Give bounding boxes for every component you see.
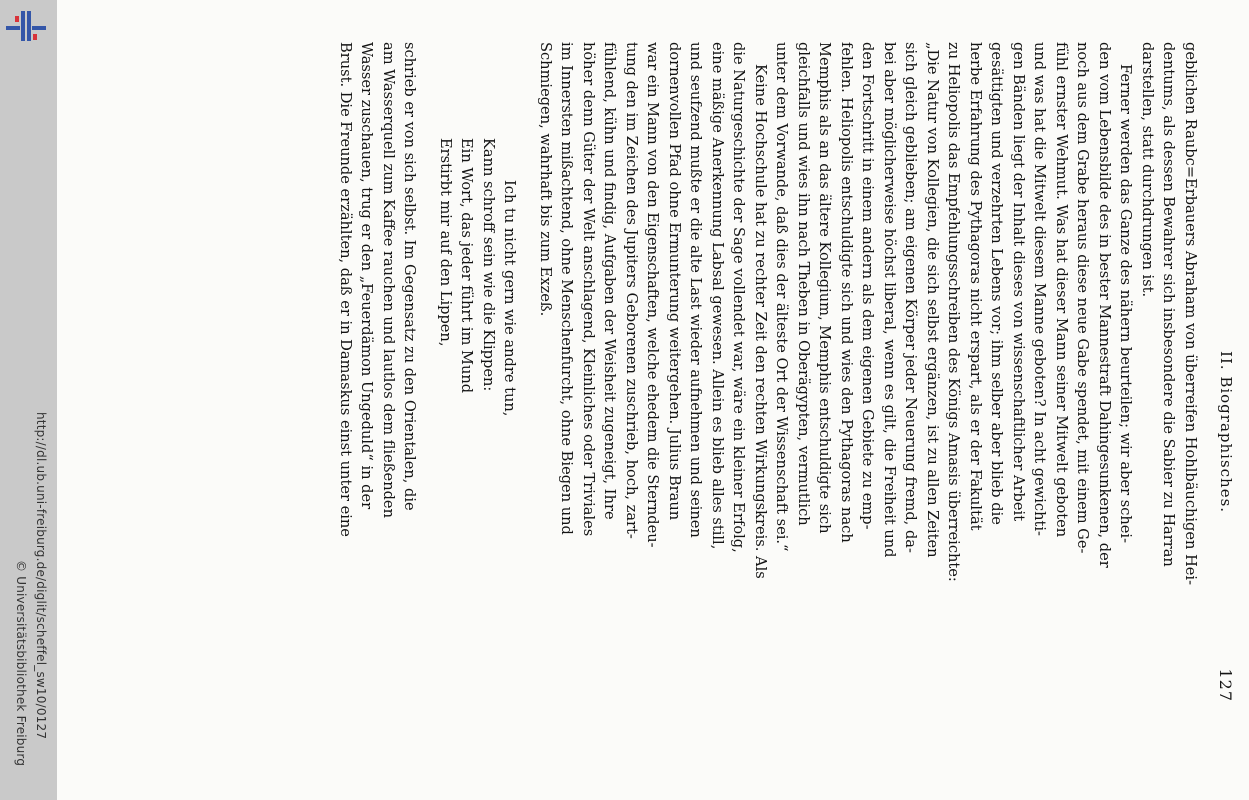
text-line: fühl ernster Wehmut. Was hat dieser Mann seiner Mitwelt geboten: [1053, 42, 1070, 538]
text-line: und seufzend mußte er die alte Last wieder aufnehmen und seinen: [687, 42, 705, 538]
page-content: [185, 42, 1235, 702]
text-line: eine mäßige Anerkennung Labsal gewesen. Allein es blieb alles still,: [709, 42, 726, 550]
text-line: noch aus dem Grabe heraus diese neue Gabe spendet, mit einem Ge-: [1074, 42, 1092, 554]
text-line: „Die Natur von Kollegien, die sich selbst ergänzen, ist zu allen Zeiten: [924, 42, 941, 558]
text-line: tung den im Zeichen des Jupiters Geborenen zuschrieb, hoch, zart-: [623, 42, 640, 539]
text-line: fühlend, kühn und findig, Aufgaben der Weisheit zugeneigt, Ihre: [601, 42, 619, 520]
poem-line: Erstirbt mir auf den Lippen,: [437, 138, 454, 347]
poem-line: Ein Wort, das jeder führt im Mund: [458, 138, 476, 394]
poem-line: Kann schroff sein wie die Klippen:: [480, 138, 497, 392]
text-line: fehlen. Heliopolis entschuldigte sich und wies den Pythagoras nach: [838, 42, 855, 543]
paragraph: [771, 42, 1137, 702]
text-line: im Innersten mißachtend, ohne Menschenfurcht, ohne Biegen und: [558, 42, 576, 535]
text-line: am Wasserquell zum Kaffee rauchen und lautlos dem fließenden: [380, 42, 397, 518]
text-line: Brust. Die Freunde erzählten, daß er in Damaskus einst unter eine: [337, 42, 354, 537]
text-line: Keine Hochschule hat zu rechter Zeit den rechten Wirkungskreis. Als: [752, 64, 769, 579]
scanned-page: [57, 0, 1249, 800]
text-line: höher denn Güter der Welt anschlagend, Kleinliches oder Triviales: [580, 42, 597, 537]
poem-stanza: [435, 138, 521, 702]
text-line: gesättigten und verzehrten Lebens vor; ihm selber aber blieb die: [988, 42, 1006, 525]
text-line: dornenvollen Pfad ohne Ermunterung weitergehen. Julius Braun: [666, 42, 683, 521]
text-line: schrieb er von sich selbst. Im Gegensatz zu den Orientalen, die: [401, 42, 419, 511]
page-number: 127: [1216, 668, 1235, 702]
text-line: Wasser zuschauen, trug er den „Feuerdämon Ungeduld“ in der: [358, 42, 376, 510]
text-line: dentums, als dessen Bewahrer sich insbesondere die Sabier zu Harran: [1160, 42, 1178, 567]
paragraph: [535, 42, 772, 702]
page-header: [1201, 42, 1235, 702]
text-line: den vom Lebensbilde des in bester Mannestraft Dahingesunkenen, der: [1096, 42, 1113, 568]
text-line: Ferner werden das Ganze des nähern beurteilen; wir aber schei-: [1117, 64, 1135, 544]
document-url[interactable]: http://dl.ub.uni-freiburg.de/diglit/scheffel_sw10/0127: [34, 412, 48, 740]
text-line: geblichen Raubc=Erbauers Abraham von überreifen Hohlbäuchigen Hei-: [1182, 42, 1199, 586]
paragraph: [1137, 42, 1202, 702]
text-line: den Fortschritt in einem andern als dem eigenen Gebiete zu emp-: [859, 42, 877, 530]
text-line: gen Bänden liegt der Inhalt dieses von wissenschaftlicher Arbeit: [1010, 42, 1027, 522]
text-line: Schmiegen, wahrhaft bis zum Exzeß.: [537, 42, 554, 317]
text-line: war ein Mann von den Eigenschaften, welche ehedem die Sterndeu-: [644, 42, 662, 548]
text-line: bei aber möglicherweise höchst liberal, wenn es gilt, die Freiheit und: [881, 42, 898, 558]
library-logo-icon: [4, 6, 48, 46]
text-line: zu Heliopolis das Empfehlungsschreiben des Königs Amasis überreichte:: [945, 42, 963, 582]
text-line: gleichfalls und wies ihn nach Theben in Oberägypten, vermutlich: [795, 42, 812, 526]
text-line: sich gleich geblieben; am eigenen Körper jeder Neuerung fremd, da-: [902, 42, 920, 553]
side-panel: [0, 0, 57, 800]
copyright-notice: © Universitätsbibliothek Freiburg: [14, 560, 28, 767]
text-line: unter dem Vorwande, daß dies der älteste Ort der Wissenschaft sei.“: [773, 42, 791, 552]
paragraph: [335, 42, 421, 702]
text-line: Memphis als an das ältere Kollegium, Memphis entschuldigte sich: [816, 42, 834, 534]
poem-line: Ich tu nicht gern wie andre tun,: [501, 180, 519, 417]
text-line: die Naturgeschichte der Sage vollendet war, wäre ein kleiner Erfolg,: [730, 42, 748, 553]
text-line: herbe Erfahrung des Pythagoras nicht erspart, als er der Fakultät: [967, 42, 984, 531]
running-head: II. Biographisches.: [1217, 350, 1235, 514]
text-line: darstellen, statt durchdrungen ist.: [1139, 42, 1156, 298]
text-line: und was hat die Mitwelt diesem Manne geboten? In acht gewichti-: [1031, 42, 1049, 536]
